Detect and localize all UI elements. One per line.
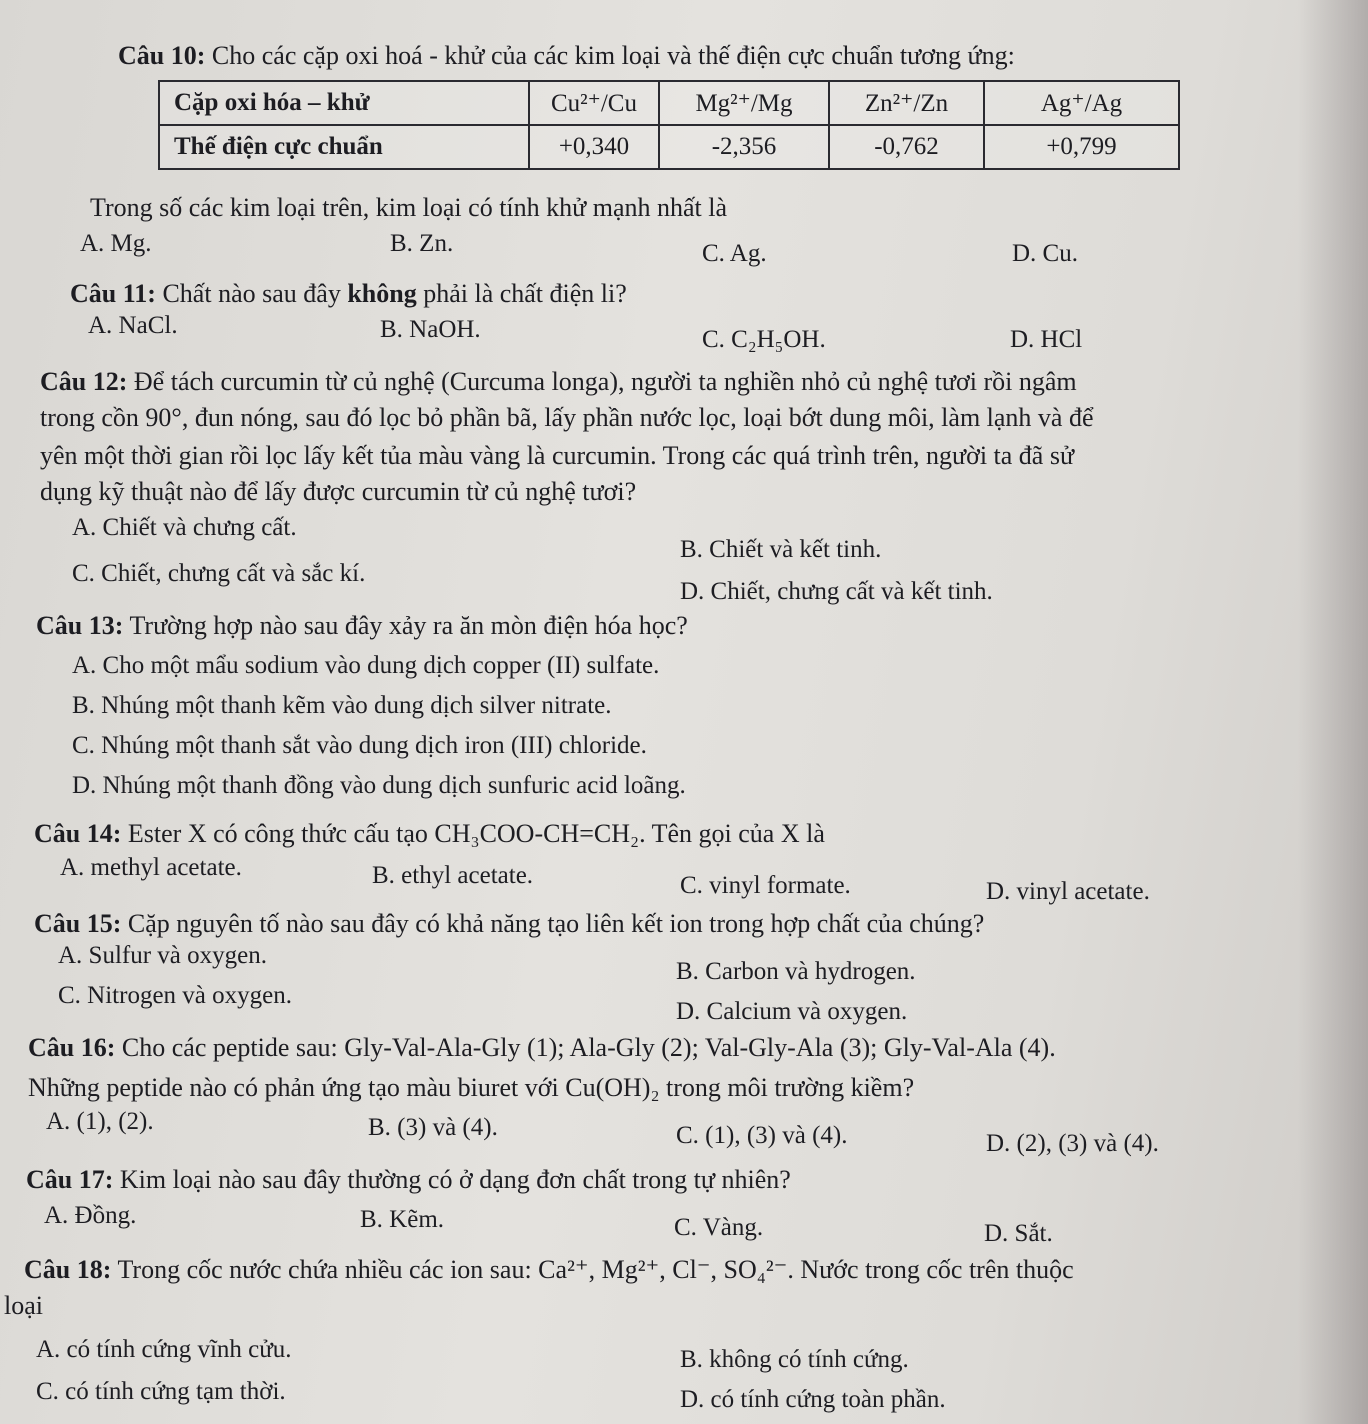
question-number: Câu 10: — [118, 41, 206, 70]
option-d[interactable]: D. (2), (3) và (4). — [986, 1130, 1159, 1157]
question-number: Câu 18: — [24, 1255, 112, 1284]
question-text-line: dụng kỹ thuật nào để lấy được curcumin từ củ nghệ tươi? — [40, 477, 637, 506]
question-text-line: Những peptide nào có phản ứng tạo màu biuret với Cu(OH)₂ trong môi trường kiềm? — [28, 1073, 915, 1102]
question-text: Kim loại nào sau đây thường có ở dạng đơn chất trong tự nhiên? — [119, 1165, 791, 1194]
table-cell: +0,799 — [984, 125, 1179, 169]
option-c[interactable]: C. Nitrogen và oxygen. — [58, 982, 292, 1009]
option-d[interactable]: D. có tính cứng toàn phần. — [680, 1386, 946, 1413]
question-text-line: trong cồn 90°, đun nóng, sau đó lọc bỏ phần bã, lấy phần nước lọc, loại bớt dung môi, làm lạnh và để — [40, 403, 1094, 432]
option-a[interactable]: A. Cho một mẩu sodium vào dung dịch copper (II) sulfate. — [72, 652, 660, 679]
option-a[interactable]: A. Đồng. — [44, 1202, 137, 1229]
question-14 — [34, 818, 825, 850]
question-16 — [28, 1032, 1056, 1064]
question-text: phải là chất điện li? — [416, 279, 627, 308]
table-cell: -0,762 — [829, 125, 984, 169]
option-d[interactable]: D. Sắt. — [984, 1220, 1053, 1247]
question-text: Để tách curcumin từ củ nghệ (Curcuma longa), người ta nghiền nhỏ củ nghệ tươi rồi ngâm — [133, 367, 1077, 396]
option-c[interactable]: C. có tính cứng tạm thời. — [36, 1378, 286, 1405]
question-number: Câu 11: — [70, 279, 156, 308]
option-d[interactable]: D. Chiết, chưng cất và kết tinh. — [680, 578, 993, 605]
question-number: Câu 17: — [26, 1165, 114, 1194]
option-a[interactable]: A. Mg. — [80, 230, 152, 257]
option-b[interactable]: B. NaOH. — [380, 316, 481, 343]
option-b[interactable]: B. Kẽm. — [360, 1206, 445, 1233]
option-b[interactable]: B. Chiết và kết tinh. — [680, 536, 882, 563]
option-c[interactable]: C. Chiết, chưng cất và sắc kí. — [72, 560, 366, 587]
potential-table — [158, 80, 1180, 170]
question-11 — [70, 278, 627, 310]
table-cell: Mg²⁺/Mg — [659, 81, 829, 125]
question-text-line: loại — [4, 1291, 43, 1320]
question-text: Ester X có công thức cấu tạo CH₃COO-CH=CH₂. Tên gọi của X là — [127, 819, 825, 848]
question-number: Câu 13: — [36, 611, 124, 640]
table-row — [159, 81, 1179, 125]
question-18 — [24, 1254, 1074, 1286]
question-10 — [118, 40, 1015, 72]
question-number: Câu 14: — [34, 819, 122, 848]
option-a[interactable]: A. Chiết và chưng cất. — [72, 514, 297, 541]
question-emphasis: không — [347, 279, 417, 308]
option-a[interactable]: A. có tính cứng vĩnh cửu. — [36, 1336, 292, 1363]
option-b[interactable]: B. Carbon và hydrogen. — [676, 958, 916, 985]
option-c[interactable]: C. Vàng. — [674, 1214, 764, 1241]
question-text: Cho các peptide sau: Gly-Val-Ala-Gly (1); Ala-Gly (2); Val-Gly-Ala (3); Gly-Val-Ala (4). — [121, 1033, 1056, 1062]
page-edge-shadow — [1298, 0, 1368, 1424]
table-row — [159, 125, 1179, 169]
question-text: Cho các cặp oxi hoá - khử của các kim loại và thế điện cực chuẩn tương ứng: — [211, 41, 1015, 70]
option-a[interactable]: A. Sulfur và oxygen. — [58, 942, 267, 969]
option-c[interactable]: C. vinyl formate. — [680, 872, 851, 899]
option-a[interactable]: A. NaCl. — [88, 312, 178, 339]
table-cell: -2,356 — [659, 125, 829, 169]
option-b[interactable]: B. không có tính cứng. — [680, 1346, 909, 1373]
table-cell: Cu²⁺/Cu — [529, 81, 659, 125]
question-17 — [26, 1164, 791, 1196]
option-b[interactable]: B. Zn. — [390, 230, 454, 257]
question-text: Trường hợp nào sau đây xảy ra ăn mòn điện hóa học? — [129, 611, 688, 640]
option-d[interactable]: D. vinyl acetate. — [986, 878, 1150, 905]
option-d[interactable]: D. Nhúng một thanh đồng vào dung dịch sunfuric acid loãng. — [72, 772, 686, 799]
option-c[interactable]: C. Ag. — [702, 240, 767, 267]
option-d[interactable]: D. Calcium và oxygen. — [676, 998, 908, 1025]
question-15 — [34, 908, 984, 940]
question-10-prompt: Trong số các kim loại trên, kim loại có tính khử mạnh nhất là — [90, 193, 728, 222]
option-d[interactable]: D. Cu. — [1012, 240, 1078, 267]
table-cell: Ag⁺/Ag — [984, 81, 1179, 125]
option-a[interactable]: A. methyl acetate. — [60, 854, 242, 881]
question-text: Cặp nguyên tố nào sau đây có khả năng tạo liên kết ion trong hợp chất của chúng? — [127, 909, 985, 938]
table-header-cell: Cặp oxi hóa – khử — [159, 81, 529, 125]
question-number: Câu 15: — [34, 909, 122, 938]
option-c[interactable]: C. Nhúng một thanh sắt vào dung dịch iron (III) chloride. — [72, 732, 647, 759]
question-text-line: yên một thời gian rồi lọc lấy kết tủa màu vàng là curcumin. Trong các quá trình trên, người ta đã sử — [40, 441, 1075, 470]
question-number: Câu 16: — [28, 1033, 116, 1062]
option-c[interactable]: C. C₂H₅OH. — [702, 326, 826, 353]
table-header-cell: Thế điện cực chuẩn — [159, 125, 529, 169]
question-number: Câu 12: — [40, 367, 128, 396]
option-a[interactable]: A. (1), (2). — [46, 1108, 154, 1135]
question-12 — [40, 366, 1077, 398]
table-cell: +0,340 — [529, 125, 659, 169]
option-c[interactable]: C. (1), (3) và (4). — [676, 1122, 848, 1149]
question-text: Trong cốc nước chứa nhiều các ion sau: Ca²⁺, Mg²⁺, Cl⁻, SO₄²⁻. Nước trong cốc trên thuộc — [117, 1255, 1074, 1284]
question-text: Chất nào sau đây — [162, 279, 348, 308]
table-cell: Zn²⁺/Zn — [829, 81, 984, 125]
option-b[interactable]: B. Nhúng một thanh kẽm vào dung dịch silver nitrate. — [72, 692, 612, 719]
question-13 — [36, 610, 688, 642]
option-b[interactable]: B. ethyl acetate. — [372, 862, 534, 889]
option-d[interactable]: D. HCl — [1010, 326, 1083, 353]
option-b[interactable]: B. (3) và (4). — [368, 1114, 498, 1141]
